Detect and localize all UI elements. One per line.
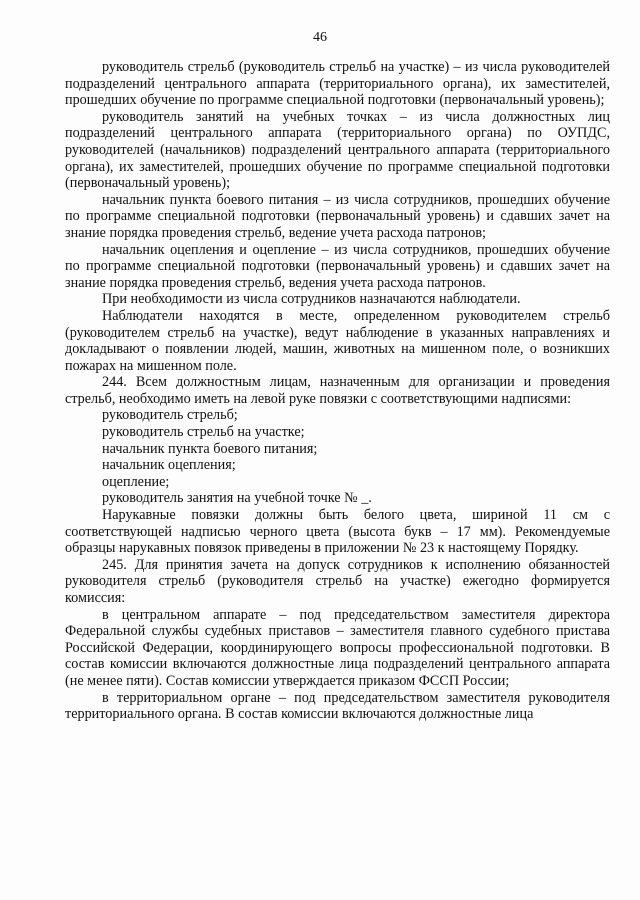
paragraph-training-point-director: руководитель занятий на учебных точках – из числа должностных лиц подразделений центрального аппарата (территориального органа) по ОУПДС, руководителей (начальников) подразделений центрального аппарата (территориального органа), их заместителей, прошедших обучение по программе специальной подготовки (первоначальный уровень);	[65, 108, 610, 192]
armband-item-cordon: оцепление;	[102, 473, 170, 490]
paragraph-244: 244. Всем должностным лицам, назначенным для организации и проведения стрельб, необходимо иметь на левой руке повязки с соответствующими надписями:	[65, 374, 610, 407]
document-body	[65, 59, 610, 723]
armband-item-site-director: руководитель стрельб на участке;	[102, 424, 305, 441]
armband-item-shooting-director: руководитель стрельб;	[102, 407, 238, 424]
armband-item-training-point: руководитель занятия на учебной точке № _.	[102, 490, 372, 507]
paragraph-cordon-chief: начальник оцепления и оцепление – из числа сотрудников, прошедших обучение по программе специальной подготовки (первоначальный уровень) и сдавших зачет на знание порядка проведения стрельб, ведения учета расхода патронов.	[65, 241, 610, 291]
paragraph-shooting-director: руководитель стрельб (руководитель стрельб на участке) – из числа руководителей подразделений центрального аппарата (территориального органа), их заместителей, прошедших обучение по программе специальной подготовки (первоначальный уровень);	[65, 59, 610, 109]
armband-item-cordon-chief: начальник оцепления;	[102, 457, 236, 474]
paragraph-245: 245. Для принятия зачета на допуск сотрудников к исполнению обязанностей руководителя стрельб (руководителя стрельб на участке) ежегодно формируется комиссия:	[65, 556, 610, 606]
paragraph-territorial-commission: в территориальном органе – под председательством заместителя руководителя территориального органа. В состав комиссии включаются должностные лица	[65, 689, 610, 723]
armband-item-ammunition-chief: начальник пункта боевого питания;	[102, 440, 318, 457]
paragraph-observers-appointed: При необходимости из числа сотрудников назначаются наблюдатели.	[102, 291, 521, 308]
paragraph-armband-spec: Нарукавные повязки должны быть белого цвета, шириной 11 см с соответствующей надписью черного цвета (высота букв – 17 мм). Рекомендуемые образцы нарукавных повязок приведены в приложении № 23 к настоящему Порядку.	[65, 507, 610, 557]
paragraph-central-commission: в центральном аппарате – под председательством заместителя директора Федеральной службы судебных приставов – заместителя главного судебного пристава Российской Федерации, координирующего вопросы профессиональной подготовки. В состав комиссии включаются должностные лица подразделений центрального аппарата (не менее пяти). Состав комиссии утверждается приказом ФССП России;	[65, 606, 610, 689]
paragraph-ammunition-point-chief: начальник пункта боевого питания – из числа сотрудников, прошедших обучение по программе специальной подготовки (первоначальный уровень) и сдавших зачет на знание порядка проведения стрельб, ведение учета расхода патронов;	[65, 191, 610, 241]
paragraph-observers-duties: Наблюдатели находятся в месте, определенном руководителем стрельб (руководителем стрельб на участке), ведут наблюдение в указанных направлениях и докладывают о появлении людей, машин, животных на мишенном поле, о возникших пожарах на мишенном поле.	[65, 307, 610, 374]
page-number: 46	[313, 30, 327, 45]
